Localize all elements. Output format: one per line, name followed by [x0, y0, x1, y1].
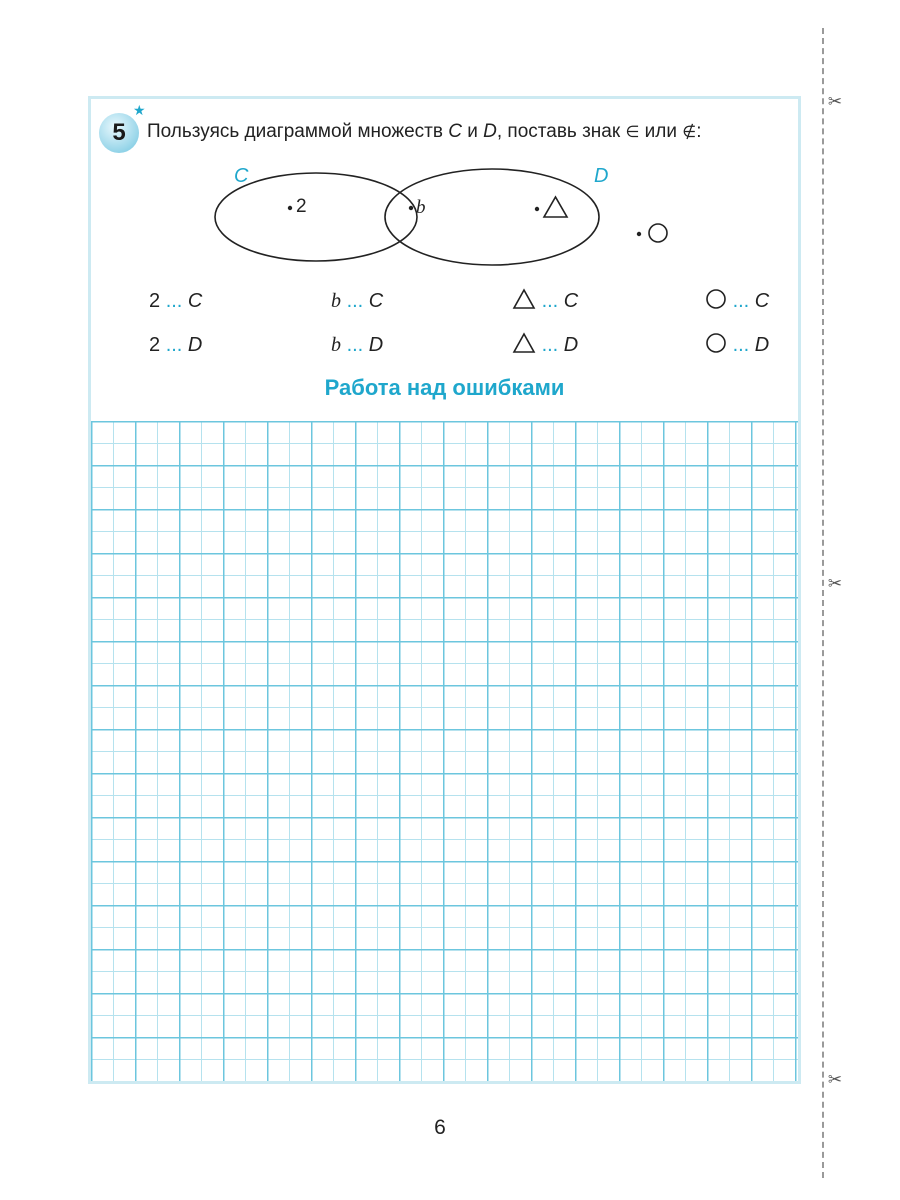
scissors-icon: ✂	[827, 1070, 843, 1089]
page-number: 6	[434, 1116, 446, 1139]
circle-icon	[649, 224, 667, 242]
circle-icon	[705, 332, 727, 354]
element-b-label: b	[416, 197, 426, 218]
answer-b-c[interactable]: b ... C	[331, 290, 384, 312]
answer-2-c[interactable]: 2 ... C	[149, 290, 203, 312]
element-2-dot	[288, 206, 292, 210]
element-b-dot	[409, 206, 413, 210]
task-frame	[88, 96, 801, 1084]
element-circle-dot	[637, 232, 641, 236]
cut-line	[822, 28, 824, 1178]
scissors-icon: ✂	[827, 574, 843, 593]
answer-circle-d[interactable]: ... D	[705, 331, 769, 359]
set-d-label: D	[594, 165, 609, 187]
task-block	[91, 99, 798, 421]
element-triangle-dot	[535, 207, 539, 211]
answer-b-d[interactable]: b ... D	[331, 334, 384, 356]
element-2-label: 2	[296, 196, 307, 217]
venn-diagram	[91, 159, 798, 279]
circle-icon	[705, 288, 727, 310]
triangle-icon	[544, 197, 567, 217]
answer-triangle-c[interactable]: ... C	[512, 287, 578, 315]
triangle-icon	[512, 332, 536, 354]
scissors-icon: ✂	[827, 92, 843, 111]
task-instruction: Пользуясь диаграммой множеств C и D, поставь знак ∈ или ∉:	[147, 121, 702, 142]
star-icon: ★	[133, 102, 146, 118]
task-number-badge: 5	[99, 113, 139, 153]
answer-circle-c[interactable]: ... C	[705, 287, 769, 315]
answer-triangle-d[interactable]: ... D	[512, 331, 578, 359]
triangle-icon	[512, 288, 536, 310]
graph-paper-area[interactable]	[91, 421, 798, 1081]
answer-2-d[interactable]: 2 ... D	[149, 334, 203, 356]
set-c-label: C	[234, 165, 249, 187]
section-heading: Работа над ошибками	[324, 375, 565, 400]
